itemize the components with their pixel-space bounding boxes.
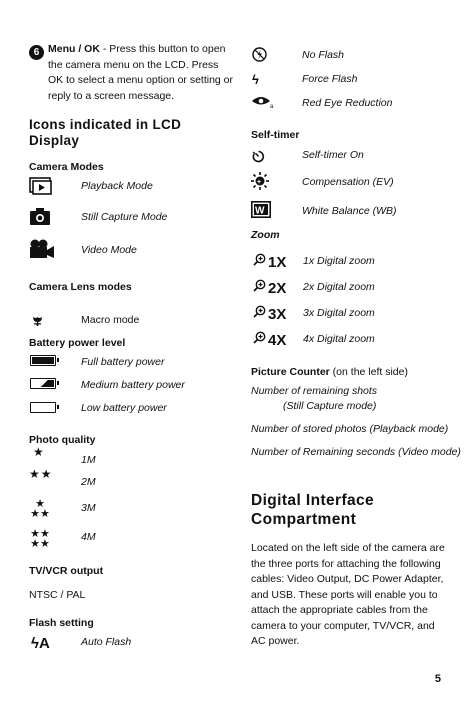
star-icon: ★: [33, 445, 44, 459]
self-timer-heading: Self-timer: [251, 129, 300, 141]
menu-ok-text: - Press this button to open the camera menu on the LCD. Press OK to select a menu option or setting or reply to a screen message.: [48, 43, 234, 102]
medium-battery-icon: [30, 378, 56, 389]
self-timer-item: Compensation (EV): [302, 176, 394, 188]
camera-modes-heading: Camera Modes: [29, 161, 104, 173]
video-camera-icon: [29, 239, 55, 259]
macro-flower-icon: [31, 315, 43, 327]
flash-item: No Flash: [302, 49, 345, 61]
zoom-level-label: 1X: [268, 253, 287, 271]
zoom-row: [253, 279, 286, 297]
zoom-row: [253, 305, 286, 323]
star-icon: ★ ★★: [30, 498, 50, 520]
zoom-magnifier-icon: [253, 253, 266, 271]
tvvcr-value: NTSC / PAL: [29, 589, 86, 601]
zoom-level-label: 4X: [268, 331, 287, 349]
playback-icon: [29, 176, 53, 196]
self-timer-item: White Balance (WB): [302, 205, 397, 217]
no-flash-icon: [251, 46, 267, 62]
zoom-magnifier-icon: [253, 279, 266, 297]
digital-interface-text: Located on the left side of the camera are the three ports for attaching the following cables: Video Output, DC Power Adapter, and USB. These ports will enable you to attach the appropriate cables from the camera to your computer, TV/VCR, and AC power.: [251, 542, 445, 647]
zoom-row: [253, 253, 286, 271]
auto-flash-icon: ϟA: [31, 635, 50, 652]
force-flash-icon: ϟ: [252, 72, 259, 87]
zoom-item: 2x Digital zoom: [303, 281, 375, 293]
star-icon: ★★: [29, 467, 53, 481]
star-icon: ★★ ★★: [30, 528, 50, 550]
picture-counter-line: Number of stored photos (Playback mode): [251, 423, 449, 435]
menu-ok-description: [29, 42, 234, 104]
camera-mode-item: Still Capture Mode: [81, 211, 168, 223]
svg-text:W: W: [255, 205, 265, 217]
tvvcr-heading: TV/VCR output: [29, 565, 104, 577]
battery-item: Full battery power: [81, 356, 165, 368]
flash-item: Auto Flash: [81, 636, 132, 648]
camera-mode-item: Video Mode: [81, 244, 137, 256]
low-battery-icon: [30, 402, 56, 413]
camera-icon: [30, 207, 50, 225]
zoom-item: 4x Digital zoom: [303, 333, 375, 345]
photo-quality-item: 1M: [81, 454, 96, 466]
picture-counter-title: Picture Counter: [251, 366, 330, 378]
battery-item: Medium battery power: [81, 379, 185, 391]
lens-modes-heading: Camera Lens modes: [29, 281, 132, 293]
self-timer-icon: [251, 149, 265, 163]
zoom-magnifier-icon: [253, 305, 266, 323]
svg-text:a: a: [270, 104, 274, 109]
battery-heading: Battery power level: [29, 337, 126, 349]
self-timer-item: Self-timer On: [302, 149, 364, 161]
zoom-heading: Zoom: [251, 229, 280, 241]
picture-counter-heading: [251, 366, 408, 378]
full-battery-icon: [30, 355, 56, 366]
zoom-row: [253, 331, 286, 349]
photo-quality-heading: Photo quality: [29, 434, 96, 446]
picture-counter-line: Number of Remaining seconds (Video mode): [251, 446, 461, 458]
zoom-item: 1x Digital zoom: [303, 255, 375, 267]
page-number: 5: [434, 673, 441, 685]
photo-quality-item: 4M: [81, 531, 96, 543]
picture-counter-line: Number of remaining shots: [251, 385, 378, 397]
flash-heading: Flash setting: [29, 617, 94, 629]
exposure-compensation-icon: [251, 172, 269, 190]
lens-mode-item: Macro mode: [81, 314, 140, 326]
photo-quality-item: 3M: [81, 502, 96, 514]
camera-mode-item: Playback Mode: [81, 180, 153, 192]
picture-counter-line: (Still Capture mode): [283, 400, 377, 412]
digital-interface-heading: Digital Interface Compartment: [251, 492, 375, 528]
icons-heading: Icons indicated in LCD Display: [29, 117, 182, 148]
flash-item: Red Eye Reduction: [302, 97, 393, 109]
flash-item: Force Flash: [302, 73, 358, 85]
battery-item: Low battery power: [81, 402, 167, 414]
zoom-magnifier-icon: [253, 331, 266, 349]
zoom-level-label: 3X: [268, 305, 287, 323]
svg-text:+: +: [257, 179, 262, 186]
zoom-item: 3x Digital zoom: [303, 307, 375, 319]
white-balance-icon: [251, 201, 271, 218]
photo-quality-item: 2M: [81, 476, 96, 488]
red-eye-icon: [251, 95, 275, 109]
zoom-level-label: 2X: [268, 279, 287, 297]
menu-ok-title: Menu / OK: [48, 43, 100, 55]
picture-counter-note: (on the left side): [329, 366, 408, 378]
number-six-bullet: 6: [29, 45, 44, 60]
